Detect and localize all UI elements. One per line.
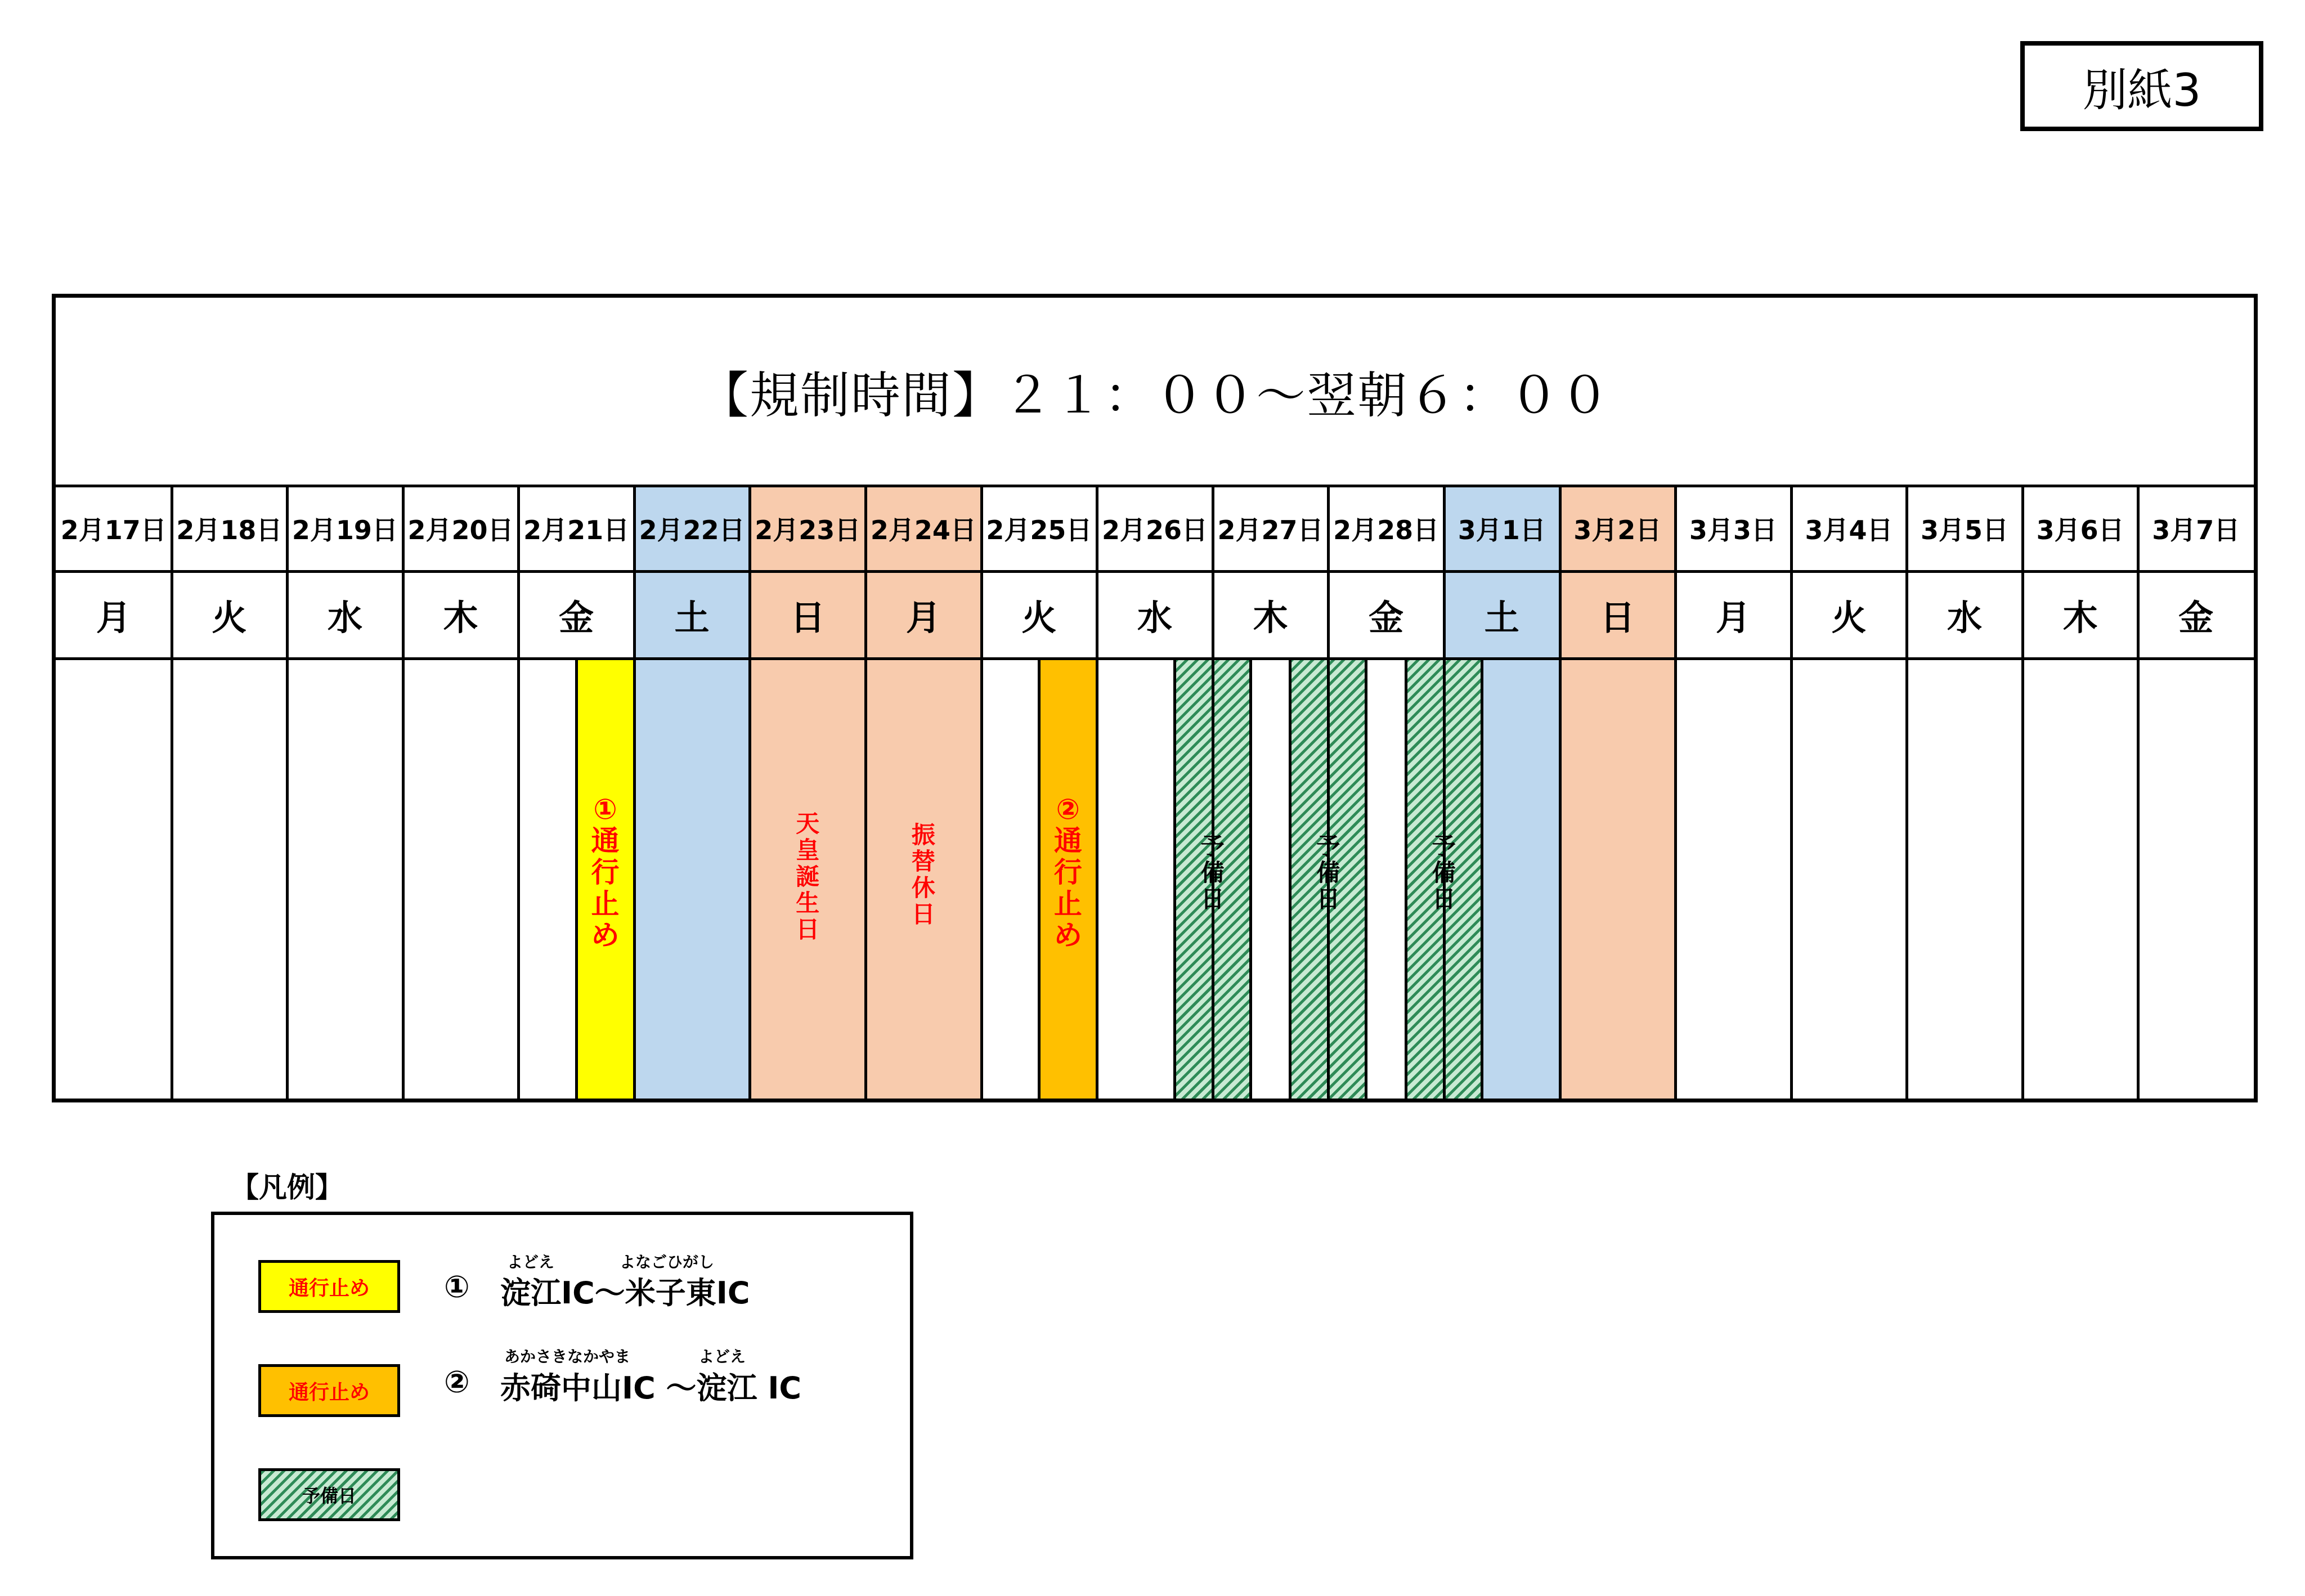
bar-label-char: め: [591, 919, 620, 952]
bar-label-char: 行: [591, 856, 620, 889]
legend-swatch-reserve-label: 予備日: [302, 1485, 356, 1507]
bar-label-char: 止: [1053, 887, 1082, 920]
date-cell: 3月3日: [1689, 515, 1777, 545]
emperor-birthday-label: [785, 810, 830, 943]
date-cell: 3月7日: [2152, 515, 2240, 545]
legend-ruby-2b: よどえ: [698, 1347, 746, 1366]
bar-label-char: 日: [911, 900, 935, 929]
bar-label-char: 日: [796, 916, 820, 944]
date-cell: 3月4日: [1805, 515, 1893, 545]
date-cell: 2月21日: [523, 515, 630, 545]
weekday-cell: 月: [1715, 597, 1751, 638]
weekday-cell: 金: [1369, 597, 1404, 638]
closure1-label: [583, 793, 628, 951]
regulation-time-title: 【規制時間】２１：００～翌朝６：００: [698, 366, 1611, 424]
weekday-cell: 日: [790, 597, 826, 638]
bar-label-char: 止: [591, 887, 620, 920]
reserve-label: [1421, 833, 1467, 912]
date-cell: 2月26日: [1101, 515, 1208, 545]
weekday-cell: 水: [1947, 597, 1983, 638]
bar-label-char: 予: [1432, 832, 1456, 860]
date-cell: 2月18日: [176, 515, 282, 545]
legend-swatch-closure2: 通行止め: [258, 1364, 400, 1417]
bar-label-char: 行: [1053, 856, 1082, 889]
bar-label-char: 生: [796, 889, 820, 917]
legend-swatch-reserve: [258, 1468, 400, 1521]
weekday-cell: 月: [96, 597, 131, 638]
weekday-cell: 水: [1137, 597, 1172, 638]
legend-num-2: ②: [444, 1364, 470, 1400]
legend-swatch-closure1: 通行止め: [258, 1260, 400, 1313]
substitute-holiday-label: [901, 822, 946, 927]
weekday-cell: 火: [1021, 597, 1057, 638]
bar-label-char: 替: [911, 848, 935, 876]
date-cell: 2月28日: [1333, 515, 1439, 545]
bar-label-char: め: [1053, 919, 1082, 952]
date-cell: 2月22日: [639, 515, 745, 545]
bar-label-char: ②: [1056, 793, 1080, 826]
date-cell: 2月20日: [407, 515, 514, 545]
bar-label-char: 通: [591, 824, 620, 857]
legend-section-2: 赤碕中山IC ～淀江 IC: [500, 1370, 802, 1406]
closure2-label: [1046, 793, 1091, 951]
reserve-label: [1190, 833, 1235, 912]
date-cell: 2月17日: [60, 515, 167, 545]
date-cell: 3月6日: [2036, 515, 2124, 545]
bar-label-char: 備: [1200, 859, 1225, 887]
bar-label-char: 日: [1316, 885, 1340, 913]
weekday-cell: 土: [674, 597, 710, 638]
legend-title: 【凡例】: [231, 1171, 343, 1204]
weekday-cell: 月: [905, 597, 941, 638]
bar-label-char: 日: [1432, 885, 1456, 913]
weekday-cell: 木: [2062, 597, 2098, 638]
legend-ruby-1a: よどえ: [507, 1253, 555, 1271]
date-cell: 3月5日: [1921, 515, 2009, 545]
date-cell: 3月1日: [1458, 515, 1546, 545]
bar-label-char: 備: [1432, 859, 1456, 887]
weekday-cell: 火: [1831, 597, 1867, 638]
attachment-label: 別紙3: [2020, 41, 2263, 131]
weekday-cell: 火: [212, 597, 247, 638]
weekday-cell: 金: [2178, 597, 2214, 638]
bar-label-char: 振: [911, 821, 935, 849]
date-cell: 2月19日: [292, 515, 398, 545]
bar-label-char: 休: [911, 874, 935, 902]
weekday-cell: 木: [1253, 597, 1288, 638]
legend-ruby-2a: あかさきなかやま: [504, 1347, 631, 1366]
reserve-label: [1306, 833, 1351, 912]
bar-label-char: 予: [1200, 832, 1225, 860]
legend-ruby-1b: よなごひがし: [620, 1253, 715, 1271]
weekday-cell: 水: [327, 597, 362, 638]
legend-section-1: 淀江IC～米子東IC: [500, 1275, 750, 1311]
bar-label-char: ①: [593, 793, 617, 826]
legend-box: [211, 1212, 913, 1559]
bar-label-char: 予: [1316, 832, 1340, 860]
weekday-cell: 日: [1600, 597, 1635, 638]
legend-num-1: ①: [444, 1269, 470, 1304]
bar-label-char: 通: [1053, 824, 1082, 857]
bar-label-char: 日: [1200, 885, 1225, 913]
date-cell: 2月23日: [755, 515, 861, 545]
weekday-cell: 土: [1484, 597, 1519, 638]
date-cell: 2月24日: [870, 515, 976, 545]
bar-label-char: 皇: [796, 836, 820, 864]
bar-label-char: 天: [796, 810, 820, 837]
weekday-cell: 木: [443, 597, 478, 638]
weekday-cell: 金: [559, 597, 594, 638]
bar-label-char: 備: [1316, 859, 1340, 887]
bar-label-char: 誕: [796, 863, 820, 891]
regulation-calendar: [52, 294, 2258, 1102]
date-cell: 3月2日: [1573, 515, 1662, 545]
date-cell: 2月27日: [1217, 515, 1324, 545]
date-cell: 2月25日: [986, 515, 1092, 545]
